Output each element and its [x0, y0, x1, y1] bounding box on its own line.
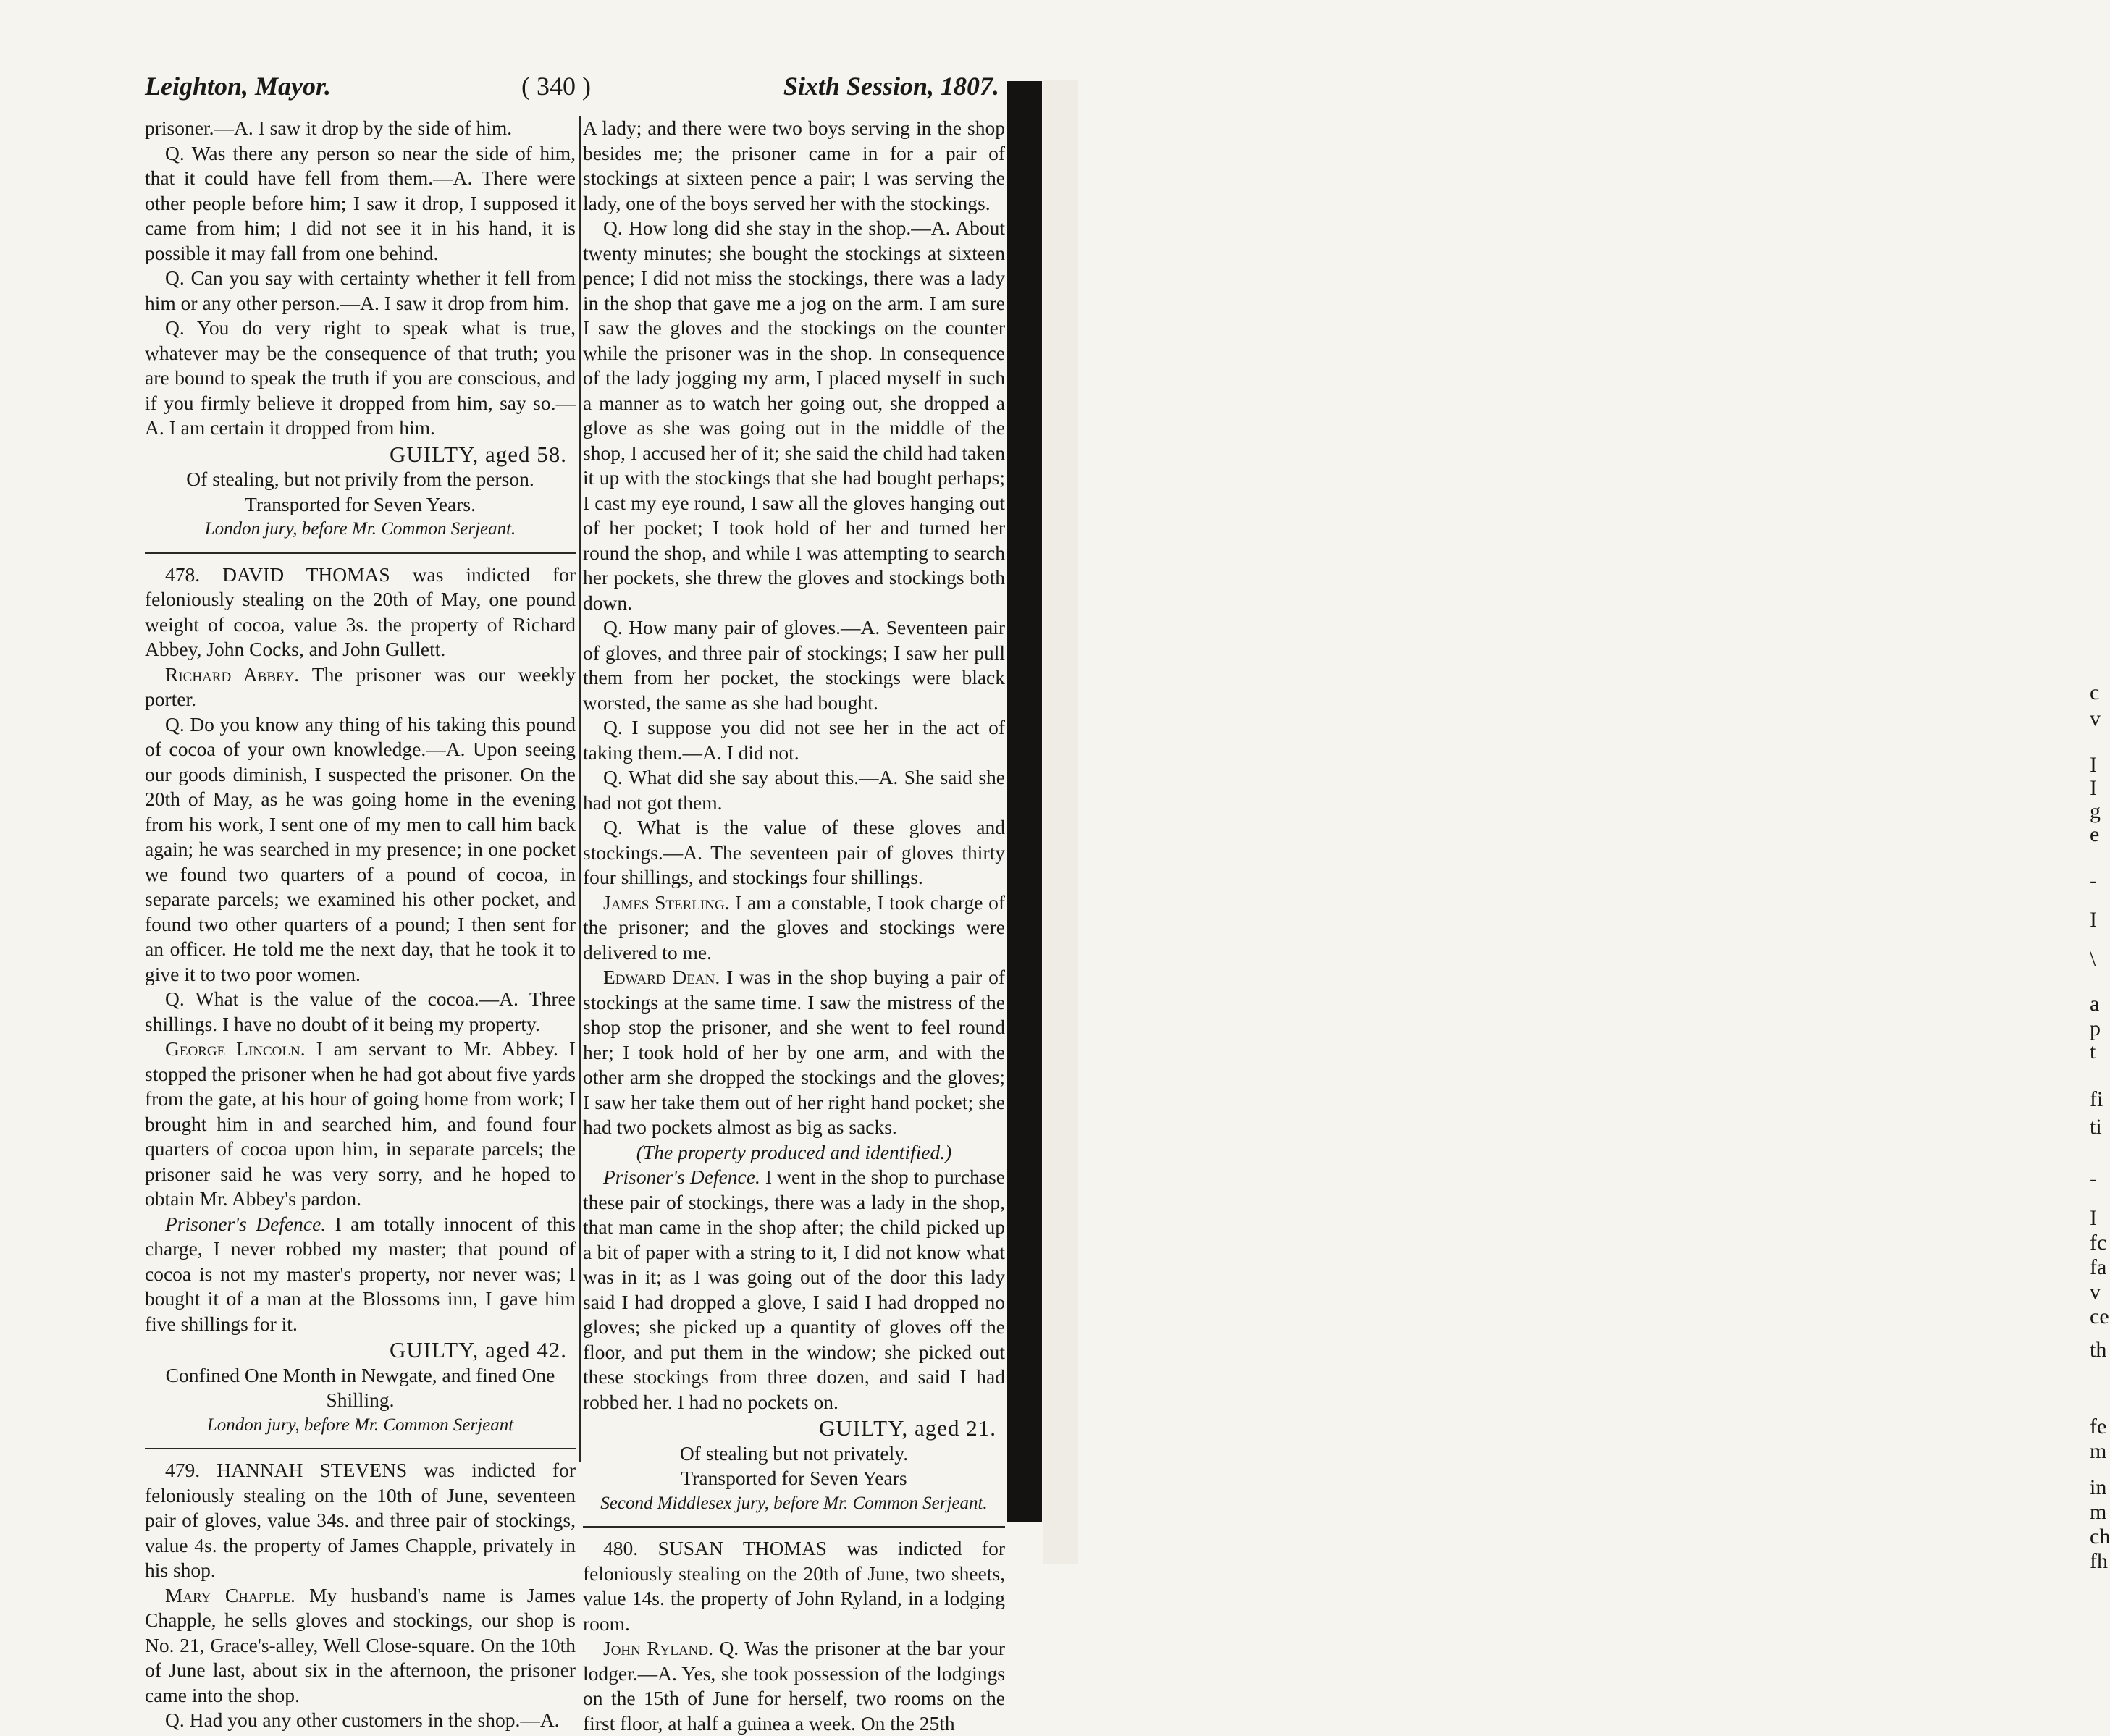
testimony-text: I am servant to Mr. Abbey. I stopped the prisoner when he had got about five yards from the gate, at his hour of going home from work; I brought him in and searched him, and found four quarters of cocoa upon him, in separate parcels; the prisoner said he was very sorry, and he hoped to obtain Mr. Abbey's pardon. — [145, 1037, 576, 1210]
witness-testimony — [583, 1636, 1005, 1736]
witness-name: Edward Dean. — [603, 966, 720, 988]
defence — [145, 1212, 576, 1337]
page-number: ( 340 ) — [521, 72, 591, 101]
testimony-text: Q. Was the prisoner at the bar your lodger.—A. Yes, she took possession of the lodgings on the 15th of June for herself, two rooms on the first floor, at half a guinea a week. On the 25th — [583, 1637, 1006, 1735]
edge-fragment: - — [2090, 869, 2097, 893]
witness-name: Richard Abbey. — [165, 662, 300, 686]
case-heading: 478. DAVID THOMAS was indicted for feloniously stealing on the 20th of May, one pound weight of cocoa, value 3s. the property of Richard Abbey, John Cocks, and John Gullett. — [145, 562, 576, 660]
edge-fragment: g — [2090, 799, 2101, 823]
edge-fragment: ch — [2090, 1525, 2110, 1549]
witness-testimony — [145, 1037, 576, 1212]
testimony-text: My husband's name is James Chapple, he sells gloves and stockings, our shop is No. 21, Grace's-alley, Well Close-square. On the 10th of June last, about six in the afternoon, the prisoner came into the shop. — [145, 1583, 576, 1706]
case-divider — [145, 552, 576, 554]
left-column — [145, 116, 576, 1733]
header-right: Sixth Session, 1807. — [783, 72, 999, 101]
witness-name: Mary Chapple. — [165, 1583, 295, 1606]
paragraph: Q. I suppose you did not see her in the act of taking them.—A. I did not. — [583, 716, 1005, 764]
running-head — [145, 71, 999, 107]
testimony-text: I am a constable, I took charge of the prisoner; and the gloves and stockings were delivered to me. — [583, 890, 1006, 964]
paragraph: Q. What is the value of these gloves and stockings.—A. The seventeen pair of gloves thirty four shillings, and stockings four shillings. — [583, 816, 1005, 888]
witness-testimony — [583, 965, 1005, 1140]
jury-note: London jury, before Mr. Common Serjeant — [206, 1415, 514, 1435]
defence-text: I am totally innocent of this charge, I never robbed my master; that pound of cocoa is not my master's property, nor never was; I bought it of a man at the Blossoms inn, I gave him five shillings for it. — [145, 1212, 576, 1335]
edge-fragment: - — [2090, 1167, 2097, 1191]
column-rule — [579, 116, 581, 1462]
paragraph: A lady; and there were two boys serving in the shop besides me; the prisoner came in for a pair of stockings at sixteen pence a pair; I was serving the lady, one of the boys served her with the stockings. — [583, 117, 1005, 214]
edge-fragment: p — [2090, 1016, 2101, 1040]
testimony-text: I was in the shop buying a pair of stockings at the same time. I saw the mistress of the shop stop the prisoner, and she went to feel round her; I took hold of her by one arm, and with the other arm she dropped the stockings and the gloves; I saw her take them out of her right hand pocket; she had two pockets almost as big as sacks. — [583, 966, 1006, 1138]
edge-fragment: m — [2090, 1439, 2107, 1463]
witness-name: George Lincoln. — [165, 1037, 306, 1060]
witness-name: John Ryland. — [603, 1637, 714, 1659]
edge-fragment: \ — [2090, 947, 2096, 971]
paragraph: Q. How long did she stay in the shop.—A. About twenty minutes; she bought the stockings at sixteen pence; I did not miss the stockings, there was a lady in the shop that gave me a jog on the arm. I am sure I saw the gloves and the stockings on the counter while the prisoner was in the shop. In consequence of the lady jogging my arm, I placed myself in such a manner as to watch her going out, she dropped a glove as she was going out in the middle of the shop, I accused her of it; she said the child had taken it up with the stockings that she had bought perhaps; I cast my eye round, I saw all the gloves hanging out of her pocket; I took hold of her and turned her round the shop, and while I was attempting to search her pockets, she threw the gloves and stockings both down. — [583, 216, 1005, 614]
sentence: Of stealing, but not privily from the person. — [186, 468, 534, 490]
edge-fragment: I — [2090, 753, 2097, 777]
edge-fragment: fa — [2090, 1255, 2107, 1279]
edge-fragment: fc — [2090, 1231, 2107, 1255]
witness-name: James Sterling. — [603, 890, 730, 914]
verdict: GUILTY, aged 42. — [389, 1337, 567, 1362]
edge-fragment: fh — [2090, 1549, 2108, 1573]
edge-fragment: I — [2090, 776, 2097, 800]
edge-fragment: fi — [2090, 1087, 2103, 1111]
sentence: Transported for Seven Years. — [244, 492, 476, 515]
edge-fragment: I — [2090, 908, 2097, 932]
defence — [583, 1165, 1005, 1415]
edge-fragment: c — [2090, 681, 2100, 704]
witness-testimony — [145, 1583, 576, 1708]
paragraph: Q. You do very right to speak what is true, whatever may be the consequence of that truth; you are bound to speak the truth if you are conscious, and if you firmly believe it dropped from him, say so.—A. I am certain it dropped from him. — [145, 316, 576, 439]
paragraph: prisoner.—A. I saw it drop by the side of him. — [145, 117, 513, 139]
edge-fragment: e — [2090, 822, 2100, 846]
sentence: Confined One Month in Newgate, and fined One Shilling. — [165, 1363, 555, 1411]
edge-fragment: ce — [2090, 1305, 2109, 1328]
edge-fragment: t — [2090, 1040, 2096, 1063]
verdict: GUILTY, aged 21. — [818, 1415, 996, 1441]
case-heading: 480. SUSAN THOMAS was indicted for feloniously stealing on the 20th of June, two sheets, value 14s. the property of John Ryland, in a lodging room. — [583, 1537, 1005, 1635]
next-page-edge — [1043, 80, 2110, 1573]
paragraph: Q. How many pair of gloves.—A. Seventeen pair of gloves, and three pair of stockings; I saw her pull them from her pocket, the stockings were black worsted, the same as she had bought. — [583, 616, 1005, 714]
defence-label: Prisoner's Defence. — [165, 1212, 327, 1235]
witness-testimony — [145, 662, 576, 712]
paragraph: Q. What did she say about this.—A. She said she had not got them. — [583, 766, 1005, 814]
edge-fragment: a — [2090, 992, 2100, 1016]
evidence-note: (The property produced and identified.) — [636, 1140, 952, 1163]
paragraph: Q. Can you say with certainty whether it fell from him or any other person.—A. I saw it drop from him. — [145, 266, 576, 314]
edge-fragment: v — [2090, 707, 2101, 730]
jury-note: London jury, before Mr. Common Serjeant. — [204, 519, 516, 539]
defence-text: I went in the shop to purchase these pair of stockings, there was a lady in the shop, that man came in the shop after; the child picked up a bit of paper with a string to it, I did not know what was in it; as I was going out of the door this lady said I had dropped a glove, I said I had dropped no gloves; she picked up a quantity of gloves off the floor, and put them in the window; she picked out these stockings from three dozen, and said I had robbed her. I had no pockets on. — [583, 1166, 1005, 1413]
defence-label: Prisoner's Defence. — [603, 1166, 760, 1188]
edge-fragment: fe — [2090, 1415, 2107, 1438]
header-left: Leighton, Mayor. — [145, 72, 332, 101]
paragraph: Q. Was there any person so near the side of him, that it could have fell from them.—A. There were other people before him; I saw it drop, I supposed it came from him; I did not see it in his hand, it is possible it may fall from one behind. — [145, 141, 576, 264]
witness-testimony — [583, 890, 1005, 966]
paragraph: Q. Do you know any thing of his taking this pound of cocoa of your own knowledge.—A. Upon seeing our goods diminish, I suspected the prisoner. On the 20th of May, as he was going home in the evening from his work, I sent one of my men to call him back again; he was searched in my presence; in one pocket we found two quarters of a pound of cocoa, in separate parcels; we examined his other pocket, and found two other quarters of a pound; I then sent for an officer. He told me the next day, that he took it to give it to two poor women. — [145, 712, 576, 985]
edge-fragment: in — [2090, 1475, 2107, 1499]
edge-fragment: v — [2090, 1280, 2101, 1304]
sentence: Of stealing but not privately. — [679, 1441, 909, 1465]
right-column — [583, 116, 1005, 1736]
sentence: Transported for Seven Years — [681, 1467, 907, 1489]
edge-fragment: ti — [2090, 1115, 2102, 1139]
paragraph: Q. Had you any other customers in the shop.—A. — [165, 1708, 560, 1731]
paragraph: Q. What is the value of the cocoa.—A. Three shillings. I have no doubt of it being my property. — [145, 987, 576, 1035]
binding-shadow — [1007, 81, 1042, 1522]
verdict: GUILTY, aged 58. — [389, 441, 567, 467]
testimony-text: The prisoner was our weekly porter. — [145, 662, 576, 710]
edge-fragment: I — [2090, 1206, 2097, 1230]
case-heading: 479. HANNAH STEVENS was indicted for feloniously stealing on the 10th of June, seventeen pair of gloves, value 34s. and three pair of stockings, value 4s. the property of James Chapple, privately in his shop. — [145, 1459, 576, 1581]
edge-fragment: th — [2090, 1338, 2107, 1362]
case-divider — [145, 1448, 576, 1449]
case-divider — [583, 1526, 1005, 1528]
jury-note: Second Middlesex jury, before Mr. Common Serjeant. — [600, 1493, 988, 1513]
edge-fragment: m — [2090, 1500, 2107, 1524]
